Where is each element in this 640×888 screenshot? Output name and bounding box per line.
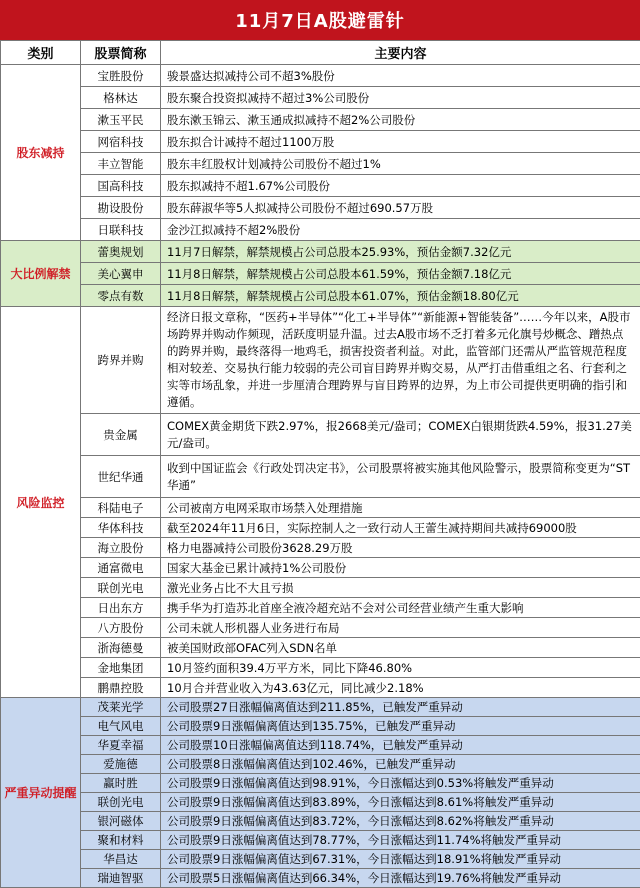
stock-name-cell: 日联科技 <box>81 219 161 241</box>
content-cell: 公司未就人形机器人业务进行布局 <box>161 618 640 638</box>
stock-name-cell: 鹏鼎控股 <box>81 678 161 698</box>
stock-name-cell: 华体科技 <box>81 518 161 538</box>
content-cell: 11月8日解禁，解禁规模占公司总股本61.59%，预估金额7.18亿元 <box>161 263 640 285</box>
content-cell: 股东拟合计减持不超过1100万股 <box>161 131 640 153</box>
content-cell: 股东拟减持不超1.67%公司股份 <box>161 175 640 197</box>
stock-name-cell: 电气风电 <box>81 717 161 736</box>
content-cell: 国家大基金已累计减持1%公司股份 <box>161 558 640 578</box>
content-cell: 公司股票27日涨幅偏离值达到211.85%，已触发严重异动 <box>161 698 640 717</box>
content-cell: 公司股票10日涨幅偏离值达到118.74%，已触发严重异动 <box>161 736 640 755</box>
table-row <box>1 558 640 578</box>
table-row <box>1 263 640 285</box>
stock-name-cell: 蕾奥规划 <box>81 241 161 263</box>
table-row <box>1 498 640 518</box>
stock-name-cell: 美心翼申 <box>81 263 161 285</box>
content-cell: 格力电器减持公司股份3628.29万股 <box>161 538 640 558</box>
header-content: 主要内容 <box>161 41 640 65</box>
table-row <box>1 131 640 153</box>
stock-name-cell: 通富微电 <box>81 558 161 578</box>
content-cell: 公司被南方电网采取市场禁入处理措施 <box>161 498 640 518</box>
header-name: 股票简称 <box>81 41 161 65</box>
content-cell: 股东聚合投资拟减持不超过3%公司股份 <box>161 87 640 109</box>
table-row <box>1 578 640 598</box>
table-row <box>1 774 640 793</box>
stock-name-cell: 勘设股份 <box>81 197 161 219</box>
table-row <box>1 87 640 109</box>
header-row <box>1 41 640 65</box>
content-cell: 携手华为打造苏北首座全液冷超充站不会对公司经营业绩产生重大影响 <box>161 598 640 618</box>
table-row <box>1 812 640 831</box>
table-row <box>1 755 640 774</box>
content-cell: 公司股票8日涨幅偏离值达到102.46%，已触发严重异动 <box>161 755 640 774</box>
stock-name-cell: 八方股份 <box>81 618 161 638</box>
stock-name-cell: 世纪华通 <box>81 456 161 498</box>
table-row <box>1 518 640 538</box>
content-cell: 股东薛淑华等5人拟减持公司股份不超过690.57万股 <box>161 197 640 219</box>
stock-name-cell: 格林达 <box>81 87 161 109</box>
content-cell: 公司股票9日涨幅偏离值达到67.31%，今日涨幅达到18.91%将触发严重异动 <box>161 850 640 869</box>
table-row <box>1 153 640 175</box>
content-cell: 公司股票9日涨幅偏离值达到135.75%，已触发严重异动 <box>161 717 640 736</box>
table-row <box>1 598 640 618</box>
stock-name-cell: 华昌达 <box>81 850 161 869</box>
stock-name-cell: 茂莱光学 <box>81 698 161 717</box>
table-row <box>1 698 640 717</box>
stock-name-cell: 宝胜股份 <box>81 65 161 87</box>
content-cell: 截至2024年11月6日，实际控制人之一致行动人王蕾生减持期间共减持69000股 <box>161 518 640 538</box>
table-row <box>1 831 640 850</box>
category-cell: 风险监控 <box>1 307 81 698</box>
stock-name-cell: 网宿科技 <box>81 131 161 153</box>
risk-table <box>0 40 640 888</box>
content-cell: 10月签约面积39.4万平方米，同比下降46.80% <box>161 658 640 678</box>
table-row <box>1 109 640 131</box>
table-row <box>1 456 640 498</box>
table-row <box>1 65 640 87</box>
content-cell: 被美国财政部OFAC列入SDN名单 <box>161 638 640 658</box>
stock-name-cell: 瑞迪智驱 <box>81 869 161 888</box>
stock-name-cell: 海立股份 <box>81 538 161 558</box>
content-cell: 股东丰红股权计划减持公司股份不超过1% <box>161 153 640 175</box>
stock-name-cell: 金地集团 <box>81 658 161 678</box>
table-row <box>1 658 640 678</box>
stock-name-cell: 爱施德 <box>81 755 161 774</box>
content-cell: 11月7日解禁，解禁规模占公司总股本25.93%，预估金额7.32亿元 <box>161 241 640 263</box>
stock-name-cell: 日出东方 <box>81 598 161 618</box>
table-row <box>1 538 640 558</box>
table-row <box>1 241 640 263</box>
content-cell: 公司股票9日涨幅偏离值达到98.91%，今日涨幅达到0.53%将触发严重异动 <box>161 774 640 793</box>
stock-name-cell: 银河磁体 <box>81 812 161 831</box>
stock-name-cell: 贵金属 <box>81 414 161 456</box>
table-row <box>1 678 640 698</box>
category-cell: 严重异动提醒 <box>1 698 81 888</box>
content-cell: 10月合并营业收入为43.63亿元，同比减少2.18% <box>161 678 640 698</box>
table-row <box>1 197 640 219</box>
content-cell: 公司股票5日涨幅偏离值达到66.34%，今日涨幅达到19.76%将触发严重异动 <box>161 869 640 888</box>
table-row <box>1 219 640 241</box>
content-cell: 金沙江拟减持不超2%股份 <box>161 219 640 241</box>
category-cell: 股东减持 <box>1 65 81 241</box>
stock-name-cell: 丰立智能 <box>81 153 161 175</box>
table-row <box>1 175 640 197</box>
content-cell: COMEX黄金期货下跌2.97%，报2668美元/盎司；COMEX白银期货跌4.59%，报31.27美元/盎司。 <box>161 414 640 456</box>
table-row <box>1 414 640 456</box>
stock-name-cell: 赢时胜 <box>81 774 161 793</box>
content-cell: 收到中国证监会《行政处罚决定书》，公司股票将被实施其他风险警示，股票简称变更为“ST华通” <box>161 456 640 498</box>
stock-name-cell: 科陆电子 <box>81 498 161 518</box>
stock-name-cell: 联创光电 <box>81 578 161 598</box>
table-row <box>1 869 640 888</box>
table-row <box>1 618 640 638</box>
header-category: 类别 <box>1 41 81 65</box>
content-cell: 公司股票9日涨幅偏离值达到78.77%，今日涨幅达到11.74%将触发严重异动 <box>161 831 640 850</box>
table-row <box>1 717 640 736</box>
stock-name-cell: 零点有数 <box>81 285 161 307</box>
stock-name-cell: 国高科技 <box>81 175 161 197</box>
page-title: 11月7日A股避雷针 <box>0 0 640 40</box>
table-row <box>1 638 640 658</box>
content-cell: 11月8日解禁，解禁规模占公司总股本61.07%，预估金额18.80亿元 <box>161 285 640 307</box>
content-cell: 公司股票9日涨幅偏离值达到83.89%，今日涨幅达到8.61%将触发严重异动 <box>161 793 640 812</box>
stock-name-cell: 浙海德曼 <box>81 638 161 658</box>
content-cell: 公司股票9日涨幅偏离值达到83.72%，今日涨幅达到8.62%将触发严重异动 <box>161 812 640 831</box>
table-row <box>1 850 640 869</box>
content-cell: 经济日报文章称，“医药+半导体”“化工+半导体”“新能源+智能装备”……今年以来，A股市场跨界并购动作频现，活跃度明显升温。过去A股市场不乏打着多元化旗号炒概念、蹭热点的跨界并购，最终落得一地鸡毛，损害投资者利益。对此，监管部门还需从严监管规范程度相对较差、交易执行能力较弱的壳公司盲目跨界并购交易，从严打击借重组之名、行套利之实等市场乱象，并进一步厘清合理跨界与盲目跨界的边界，为上市公司提供更明确的指引和遵循。 <box>161 307 640 414</box>
stock-name-cell: 跨界并购 <box>81 307 161 414</box>
table-row <box>1 307 640 414</box>
stock-name-cell: 聚和材料 <box>81 831 161 850</box>
content-cell: 股东漱玉锦云、漱玉通成拟减持不超2%公司股份 <box>161 109 640 131</box>
table-row <box>1 793 640 812</box>
table-row <box>1 285 640 307</box>
stock-name-cell: 漱玉平民 <box>81 109 161 131</box>
stock-name-cell: 联创光电 <box>81 793 161 812</box>
table-row <box>1 736 640 755</box>
content-cell: 激光业务占比不大且亏损 <box>161 578 640 598</box>
stock-name-cell: 华夏幸福 <box>81 736 161 755</box>
content-cell: 骏景盛达拟减持公司不超3%股份 <box>161 65 640 87</box>
category-cell: 大比例解禁 <box>1 241 81 307</box>
